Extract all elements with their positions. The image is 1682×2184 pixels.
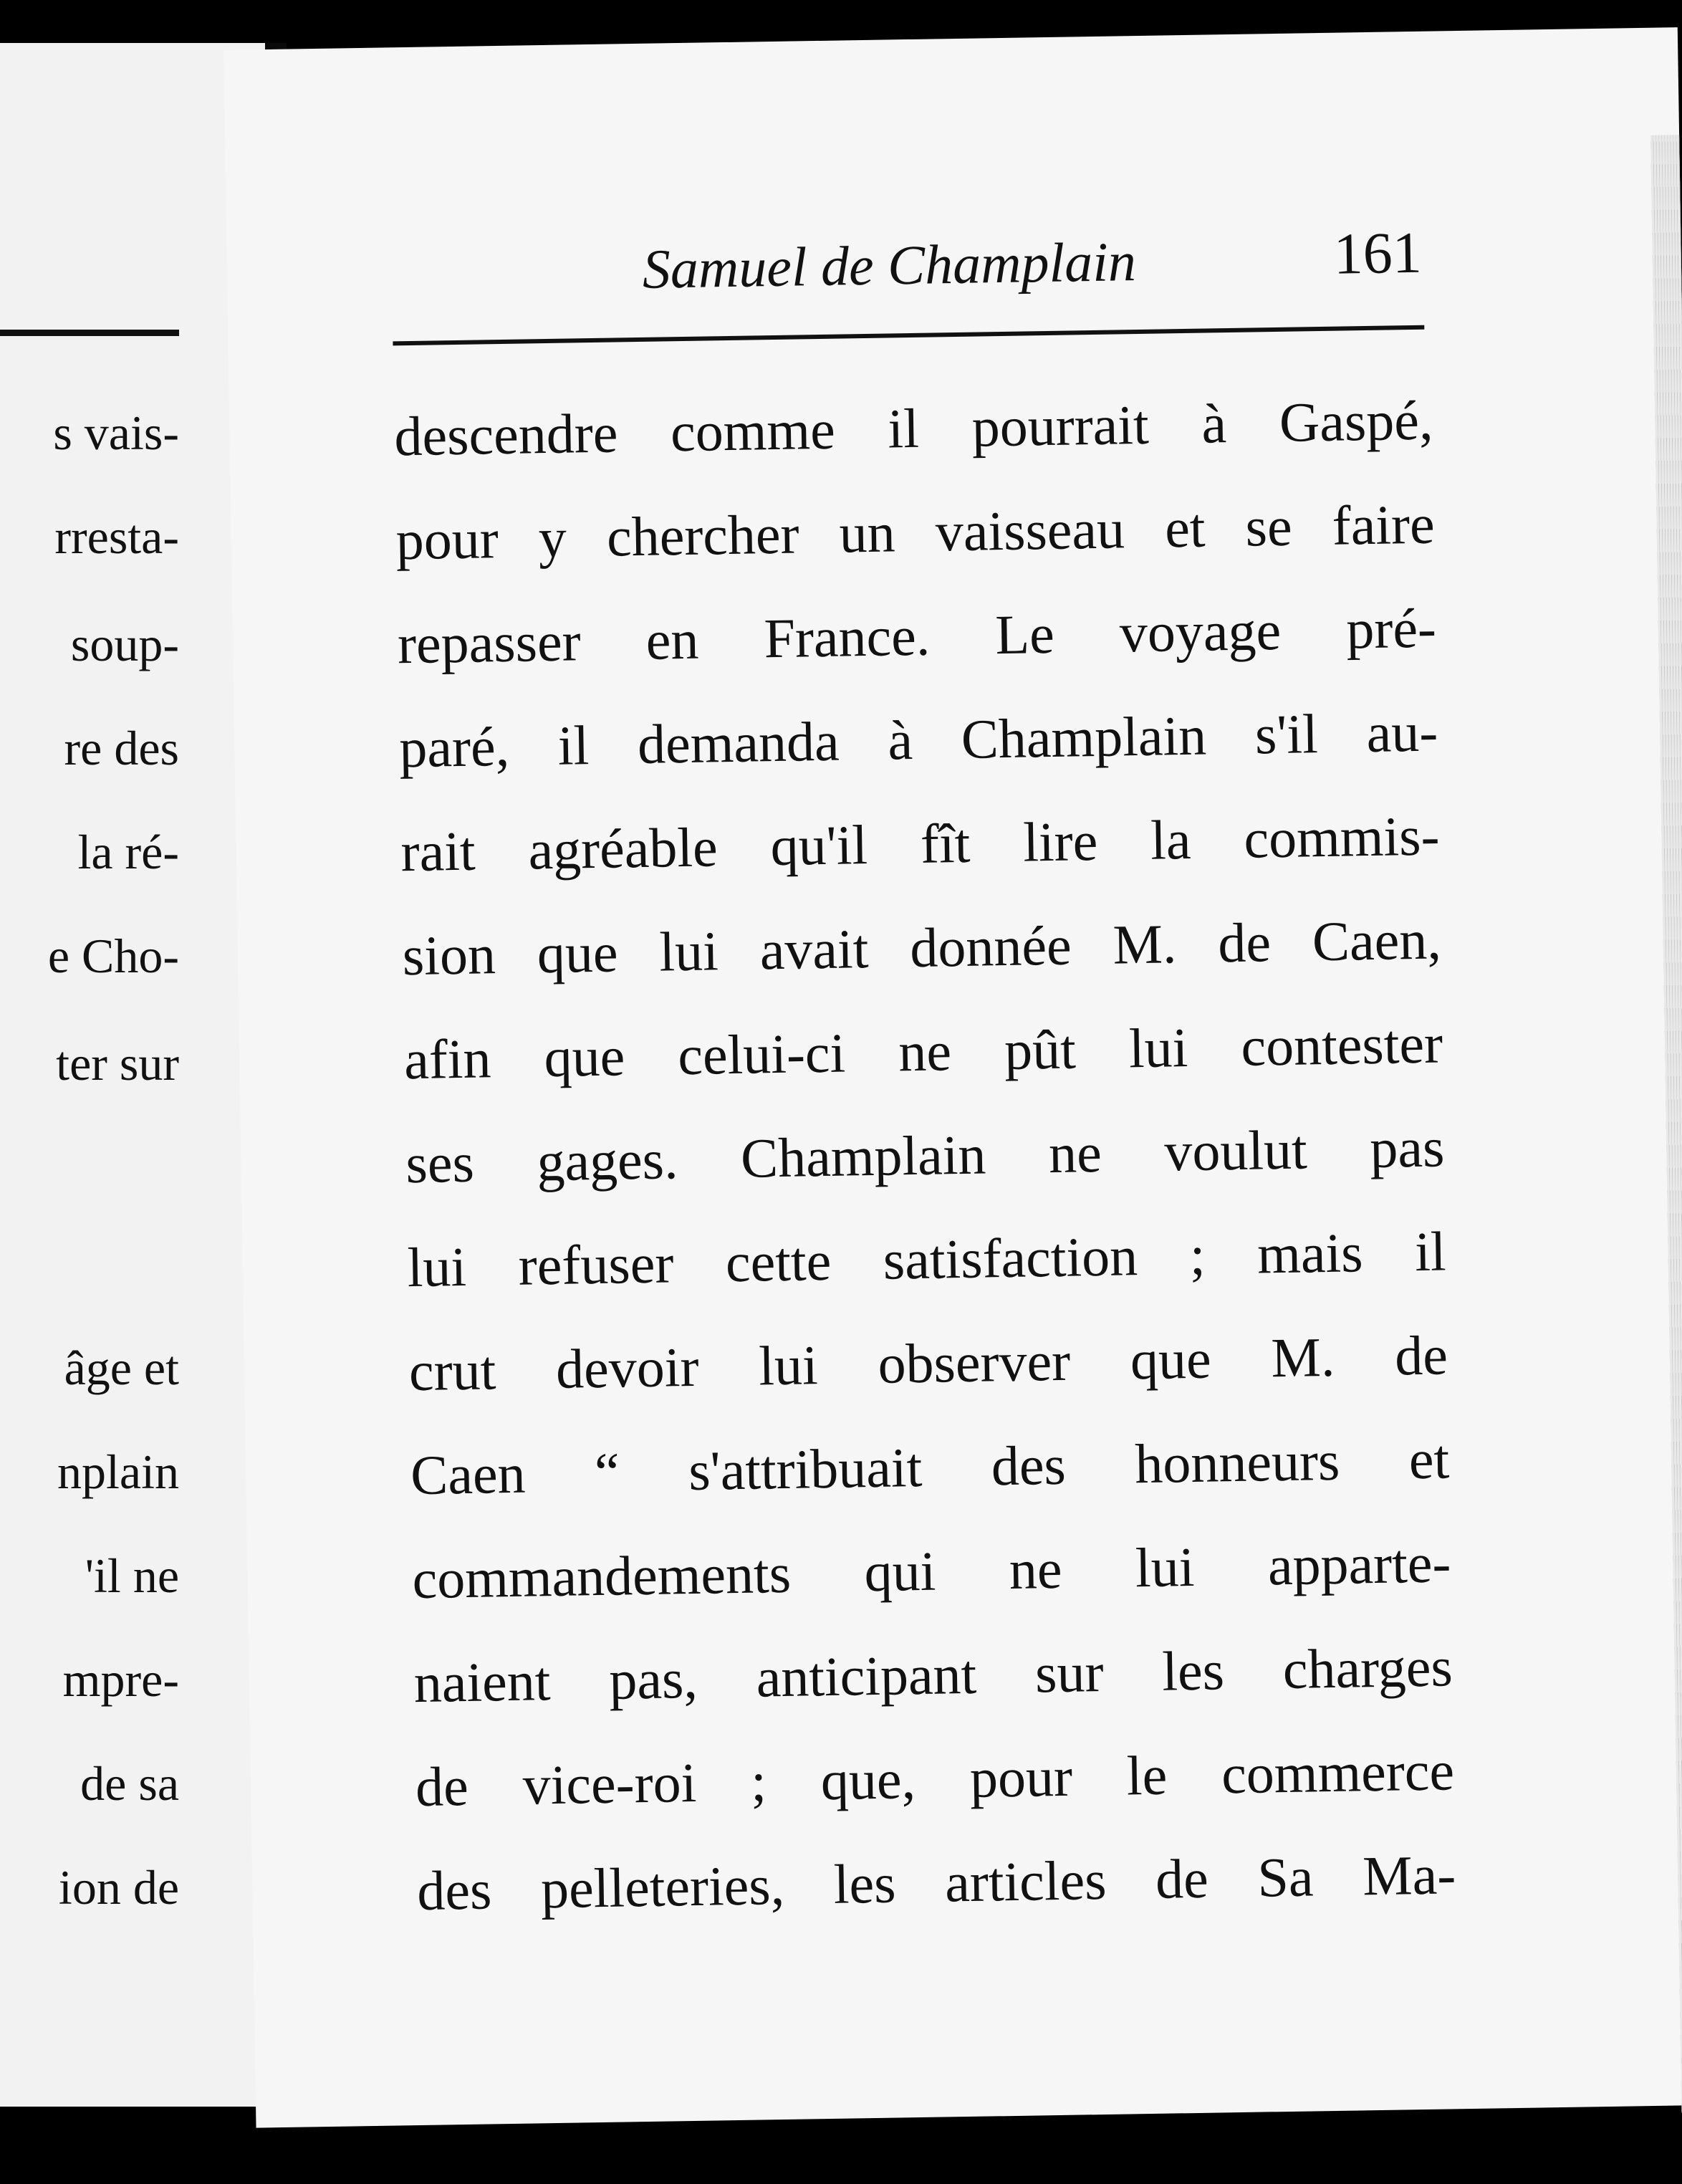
- body-text: [393, 368, 1456, 1943]
- previous-page-line: ter sur: [56, 1036, 179, 1091]
- text-line: repasser en France. Le voyage pré-: [397, 596, 1437, 676]
- text-line: ses gages. Champlain ne voulut pas: [405, 1116, 1445, 1195]
- previous-page-head-rule: [0, 330, 179, 336]
- previous-page-line: 'il ne: [85, 1548, 179, 1603]
- text-line: paré, il demanda à Champlain s'il au-: [398, 700, 1438, 780]
- text-line: pour y chercher un vaisseau et se faire: [395, 492, 1436, 572]
- previous-page-line: mpre-: [62, 1652, 179, 1707]
- page-number: 161: [1332, 219, 1423, 287]
- text-line: sion que lui avait donnée M. de Caen,: [402, 908, 1442, 987]
- previous-page-line: ion de: [58, 1860, 179, 1915]
- text-line: des pelleteries, les articles de Sa Ma-: [416, 1843, 1456, 1922]
- text-line: descendre comme il pourrait à Gaspé,: [393, 388, 1433, 468]
- previous-page-line: nplain: [57, 1445, 179, 1499]
- text-line: afin que celui-ci ne pût lui contester: [403, 1012, 1443, 1091]
- previous-page-line: e Cho-: [47, 929, 179, 983]
- head-rule: [393, 325, 1424, 346]
- running-head: Samuel de Champlain: [642, 230, 1137, 300]
- previous-page-line: âge et: [64, 1341, 179, 1395]
- previous-page-line: rresta-: [54, 509, 179, 564]
- previous-page-line: s vais-: [53, 406, 179, 460]
- text-line: rait agréable qu'il fît lire la commis-: [400, 804, 1441, 883]
- text-line: commandements qui ne lui apparte-: [411, 1531, 1452, 1611]
- current-page: [224, 27, 1682, 2128]
- text-line: de vice-roi ; que, pour le commerce: [415, 1739, 1455, 1819]
- text-line: lui refuser cette satisfaction ; mais il: [407, 1220, 1447, 1299]
- previous-page-line: soup-: [70, 617, 179, 671]
- previous-page-line: la ré-: [77, 825, 179, 879]
- text-line: crut devoir lui observer que M. de: [408, 1323, 1448, 1403]
- previous-page-line: de sa: [80, 1756, 179, 1811]
- text-line: Caen “ s'attribuait des honneurs et: [410, 1427, 1450, 1507]
- page-edges: [1650, 135, 1682, 2112]
- previous-page: [0, 43, 266, 2107]
- previous-page-line: re des: [64, 721, 179, 775]
- text-line: naient pas, anticipant sur les charges: [413, 1635, 1453, 1715]
